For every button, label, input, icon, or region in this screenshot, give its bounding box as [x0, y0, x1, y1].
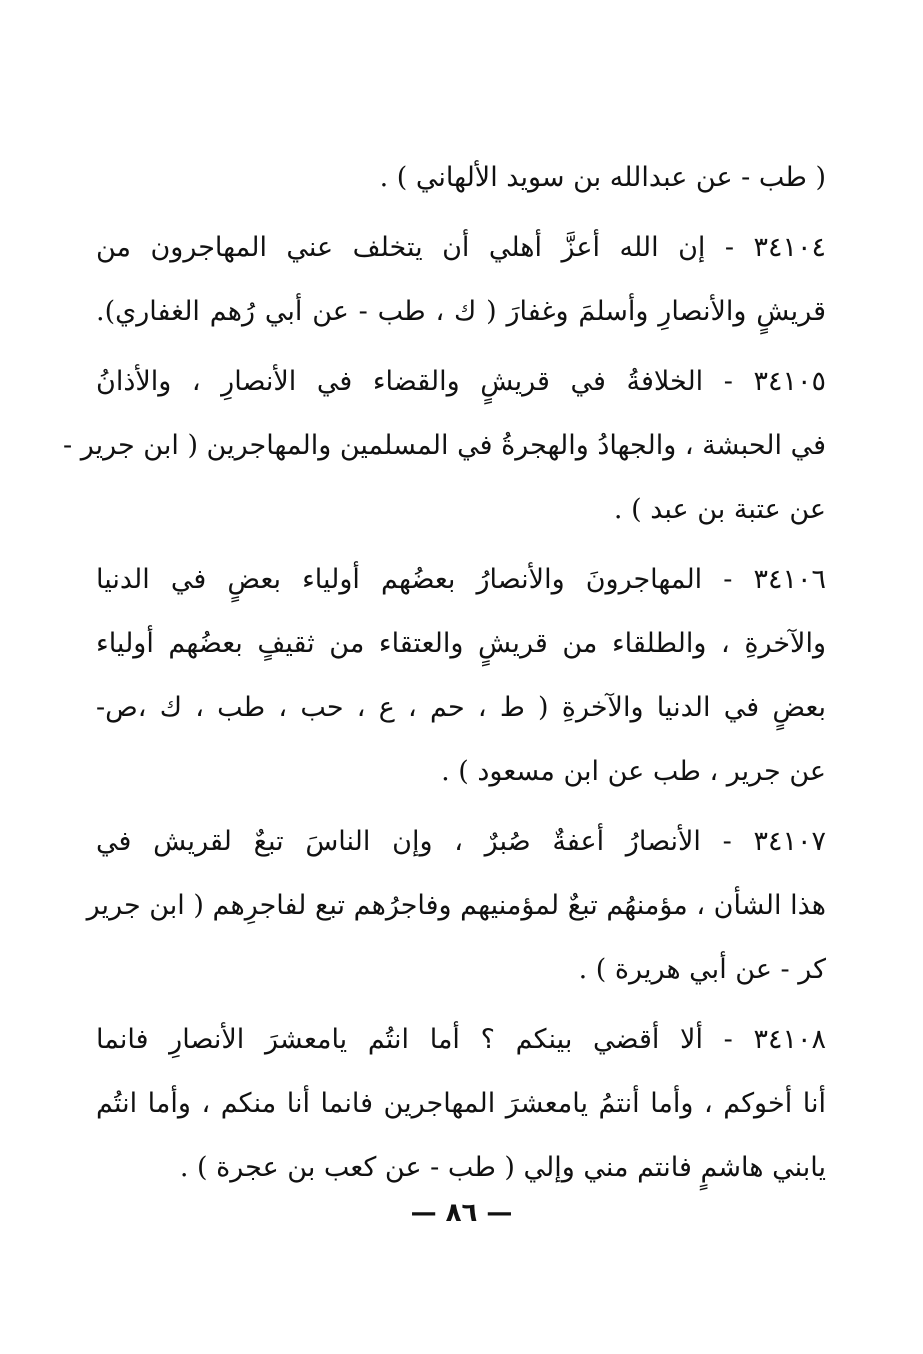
text-line: ٣٤١٠٦ - المهاجرونَ والأنصارُ بعضُهم أولياء بعضٍ في الدنيا [96, 564, 826, 595]
text-line: عن جرير ، طب عن ابن مسعود ) . [441, 756, 826, 787]
text-line: عن عتبة بن عبد ) . [613, 494, 826, 525]
text-line: هذا الشأن ، مؤمنهُم تبعٌ لمؤمنيهم وفاجرُهم تبع لفاجرِهم ( ابن جرير [86, 890, 826, 921]
text-line: أنا أخوكم ، وأما أنتمُ يامعشرَ المهاجرين فانما أنا منكم ، وأما انتُم [96, 1088, 826, 1119]
text-line: في الحبشة ، والجهادُ والهجرةُ في المسلمين والمهاجرين ( ابن جرير - [63, 430, 826, 461]
text-line: والآخرةِ ، والطلقاء من قريشٍ والعتقاء من ثقيفٍ بعضُهم أولياء [96, 628, 826, 659]
text-line: كر - عن أبي هريرة ) . [578, 954, 826, 985]
text-line: ٣٤١٠٨ - ألا أقضي بينكم ؟ أما انتُم يامعشرَ الأنصارِ فانما [96, 1024, 826, 1055]
text-line: قريشٍ والأنصارِ وأسلمَ وغفارَ ( ك ، طب - عن أبي رُهم الغفاري). [96, 296, 826, 327]
text-line: ٣٤١٠٧ - الأنصارُ أعفةٌ صُبرٌ ، وإن الناسَ تبعٌ لقريش في [96, 826, 826, 857]
text-line: بعضٍ في الدنيا والآخرةِ ( ط ، حم ، ع ، حب ، طب ، ك ،ص- [96, 692, 826, 723]
page-body-text [63, 146, 826, 1200]
text-line: يابني هاشمٍ فانتم مني وإلي ( طب - عن كعب بن عجرة ) . [179, 1152, 826, 1183]
text-line: ٣٤١٠٤ - إن الله أعزَّ أهلي أن يتخلف عني المهاجرون من [96, 232, 826, 263]
text-line: ٣٤١٠٥ - الخلافةُ في قريشٍ والقضاء في الأنصارِ ، والأذانُ [96, 366, 826, 397]
page-number: — ٨٦ — [410, 1198, 513, 1228]
text-line: ( طب - عن عبدالله بن سويد الألهاني ) . [379, 162, 826, 193]
